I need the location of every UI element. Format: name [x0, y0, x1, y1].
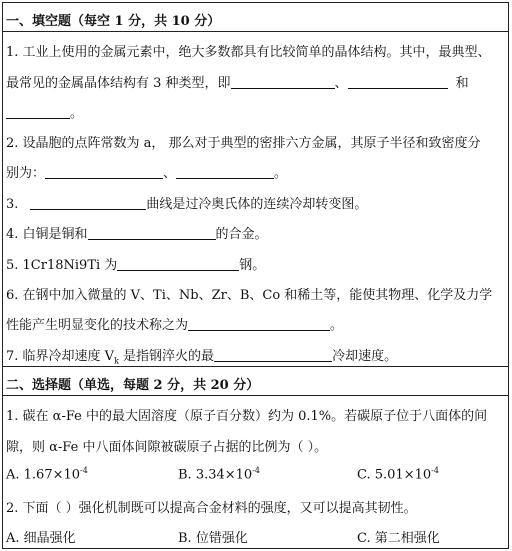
answer-blank[interactable]	[348, 76, 448, 89]
divider	[2, 31, 509, 32]
option-c-text: C. 5.01×10	[357, 467, 432, 483]
option-b-exponent: -4	[252, 466, 260, 475]
s2-q2-line1: 2. 下面（ ）强化机制既可以提高合金材料的强度，又可以提高其韧性。	[6, 501, 417, 516]
q1-text: 最常见的金属晶体结构有 3 种类型，即	[6, 76, 231, 91]
divider	[2, 395, 509, 396]
q2-text: 别为：	[6, 166, 46, 181]
q3-text: 曲线是过冷奥氏体的连续冷却转变图。	[146, 197, 368, 212]
q3-line	[6, 193, 506, 212]
option-c-exponent: -4	[431, 466, 439, 475]
option-c[interactable]: C. 第二相强化	[357, 531, 440, 546]
q7-line	[6, 345, 506, 366]
q1-line3	[6, 102, 506, 121]
q7-text: 7. 临界冷却速度 V	[6, 349, 115, 364]
q4-text: 4. 白铜是铜和	[6, 227, 88, 242]
answer-blank[interactable]	[231, 76, 335, 89]
answer-blank[interactable]	[188, 318, 330, 331]
s2-q1-line1: 1. 碳在 α-Fe 中的最大固溶度（原子百分数）约为 0.1%。若碳原子位于八面体的间	[6, 409, 488, 424]
option-c[interactable]	[357, 466, 439, 482]
q7-text-mid: 是指钢淬火的最	[118, 349, 215, 364]
answer-blank[interactable]	[117, 258, 239, 271]
answer-blank[interactable]	[214, 349, 332, 362]
q7-subscript: k	[114, 356, 119, 366]
q6-text: 性能产生明显变化的技术称之为	[6, 318, 189, 333]
q6-period: 。	[330, 318, 344, 333]
answer-blank[interactable]	[45, 166, 163, 179]
q1-separator: 、	[334, 76, 348, 91]
q4-line	[6, 223, 506, 242]
q6-line2	[6, 314, 506, 333]
answer-blank[interactable]	[30, 197, 146, 210]
q4-text-end: 的合金。	[215, 227, 268, 242]
q1-and: 和	[455, 76, 469, 91]
q7-text-end: 冷却速度。	[332, 349, 398, 364]
q5-line	[6, 254, 506, 273]
q1-line2	[6, 72, 506, 91]
option-b-text: B. 3.34×10	[178, 467, 253, 483]
answer-blank[interactable]	[176, 166, 274, 179]
q3-number: 3.	[6, 197, 19, 212]
q5-text-end: 钢。	[239, 258, 266, 273]
section1-heading: 一、填空题（每空 1 分，共 10 分）	[6, 14, 221, 29]
q2-separator: 、	[163, 166, 177, 181]
q2-line1: 2. 设晶胞的点阵常数为 a， 那么对于典型的密排六方金属，其原子半径和致密度分	[6, 136, 481, 151]
q1-period: 。	[70, 106, 84, 121]
option-b[interactable]: B. 位错强化	[178, 531, 248, 546]
q5-text: 5. 1Cr18Ni9Ti 为	[6, 258, 118, 273]
option-a[interactable]	[6, 466, 88, 482]
q6-line1: 6. 在钢中加入微量的 V、Ti、Nb、Zr、B、Co 和稀土等，能使其物理、化学及力学	[6, 288, 493, 303]
section2-heading: 二、选择题（单选，每题 2 分，共 20 分）	[6, 378, 260, 393]
answer-blank[interactable]	[88, 227, 216, 240]
answer-blank[interactable]	[6, 106, 70, 119]
s2-q1-line2: 隙，则 α-Fe 中八面体间隙被碳原子占据的比例为（ ）。	[6, 440, 328, 455]
divider	[2, 366, 509, 367]
option-a-exponent: -4	[80, 466, 88, 475]
option-a[interactable]: A. 细晶强化	[6, 531, 76, 546]
option-a-text: A. 1.67×10	[6, 467, 81, 483]
q2-period: 。	[274, 166, 288, 181]
q1-line1: 1. 工业上使用的金属元素中，绝大多数都具有比较简单的晶体结构。其中，最典型、	[6, 45, 491, 60]
q2-line2	[6, 162, 506, 181]
option-b[interactable]	[178, 466, 260, 482]
